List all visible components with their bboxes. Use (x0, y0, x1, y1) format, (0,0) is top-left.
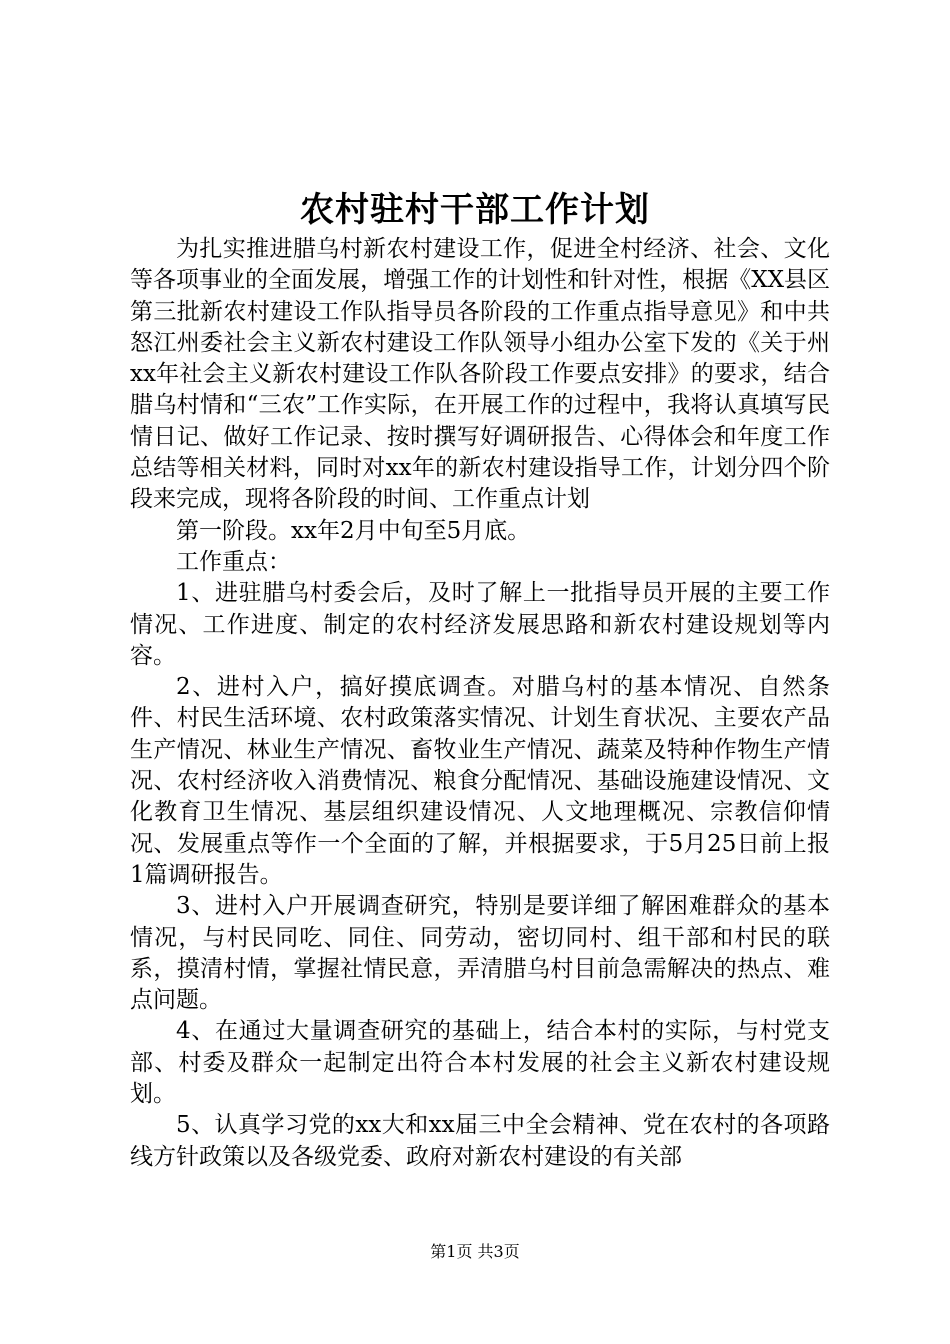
page-footer: 第1页 共3页 (430, 1242, 520, 1261)
paragraph-item-5: 5、认真学习党的xx大和xx届三中全会精神、党在农村的各项路线方针政策以及各级党委、政府对新农村建设的有关部 (130, 1112, 830, 1170)
paragraph-item-3: 3、进村入户开展调查研究，特别是要详细了解困难群众的基本情况，与村民同吃、同住、同劳动，密切同村、组干部和村民的联系，摸清村情，掌握社情民意，弄清腊乌村目前急需解决的热点、难点问题。 (130, 893, 830, 1014)
document-title: 农村驻村干部工作计划 (300, 190, 650, 230)
paragraph-item-2: 2、进村入户，搞好摸底调查。对腊乌村的基本情况、自然条件、村民生活环境、农村政策落实情况、计划生育状况、主要农产品生产情况、林业生产情况、畜牧业生产情况、蔬菜及特种作物生产情况、农村经济收入消费情况、粮食分配情况、基础设施建设情况、文化教育卫生情况、基层组织建设情况、人文地理概况、宗教信仰情况、发展重点等作一个全面的了解，并根据要求，于5月25日前上报1篇调研报告。 (130, 674, 830, 888)
document-body (130, 234, 830, 1173)
paragraph-item-1: 1、进驻腊乌村委会后，及时了解上一批指导员开展的主要工作情况、工作进度、制定的农村经济发展思路和新农村建设规划等内容。 (130, 580, 830, 669)
paragraph-intro: 为扎实推进腊乌村新农村建设工作，促进全村经济、社会、文化等各项事业的全面发展，增强工作的计划性和针对性，根据《XX县区第三批新农村建设工作队指导员各阶段的工作重点指导意见》和中共怒江州委社会主义新农村建设工作队领导小组办公室下发的《关于州xx年社会主义新农村建设工作队各阶段工作要点安排》的要求，结合腊乌村情和“三农”工作实际，在开展工作的过程中，我将认真填写民情日记、做好工作记录、按时撰写好调研报告、心得体会和年度工作总结等相关材料，同时对xx年的新农村建设指导工作，计划分四个阶段来完成，现将各阶段的时间、工作重点计划 (130, 236, 830, 513)
paragraph-item-4: 4、在通过大量调查研究的基础上，结合本村的实际，与村党支部、村委及群众一起制定出符合本村发展的社会主义新农村建设规划。 (130, 1018, 830, 1108)
paragraph-stage-one: 第一阶段。xx年2月中旬至5月底。 (176, 517, 531, 544)
paragraph-work-focus: 工作重点： (176, 548, 291, 575)
